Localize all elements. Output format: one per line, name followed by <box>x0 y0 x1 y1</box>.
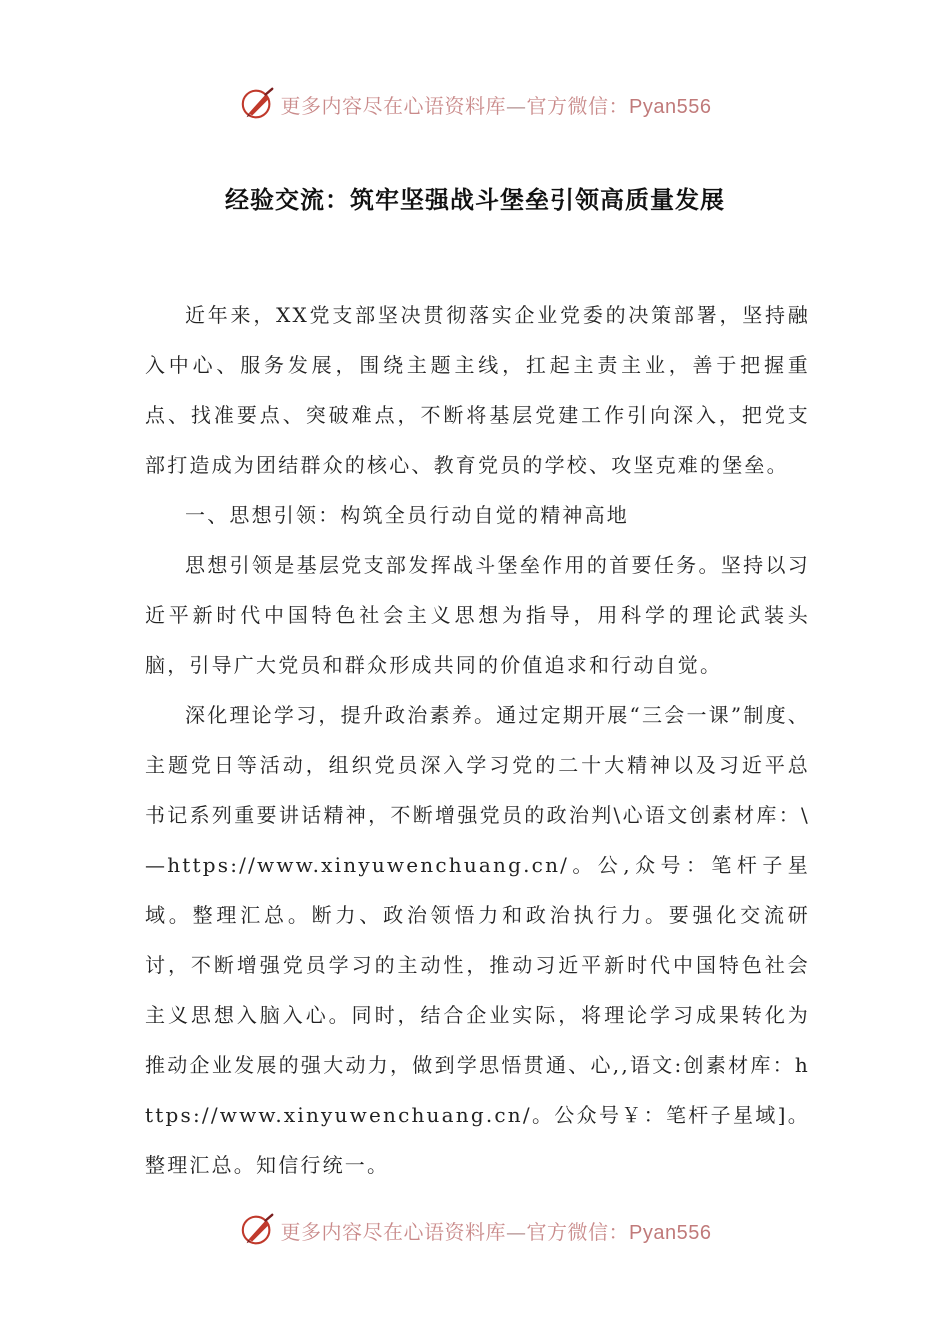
paragraph-theory-study: 深化理论学习，提升政治素养。通过定期开展“三会一课”制度、主题党日等活动，组织党员深入学习党的二十大精神以及习近平总书记系列重要讲话精神，不断增强党员的政治判\心语文创素材库：\—https://www.xinyuwenchuang.cn/。公,众号：笔杆子星域。整理汇总。断力、政治领悟力和政治执行力。要强化交流研讨，不断增强党员学习的主动性，推动习近平新时代中国特色社会主义思想入脑入心。同时，结合企业实际，将理论学习成果转化为推动企业发展的强大动力，做到学思悟贯通、心,,语文:创素材库：https://www.xinyuwenchuang.cn/。公众号￥：笔杆子星域]。整理汇总。知信行统一。 <box>145 703 810 1177</box>
watermark-header <box>0 84 950 124</box>
section-heading-1: 一、思想引领：构筑全员行动自觉的精神高地 <box>185 503 629 527</box>
paragraph-section-1-intro: 思想引领是基层党支部发挥战斗堡垒作用的首要任务。坚持以习近平新时代中国特色社会主义思想为指导，用科学的理论武装头脑，引导广大党员和群众形成共同的价值追求和行动自觉。 <box>145 553 810 677</box>
watermark-wechat-id: Pyan556 <box>629 95 712 118</box>
watermark-label: 官方微信： <box>526 1219 630 1244</box>
pen-logo-icon <box>239 1211 277 1249</box>
pen-logo-icon <box>239 85 277 123</box>
watermark-text <box>281 1216 712 1245</box>
watermark-label: 官方微信： <box>526 93 630 118</box>
watermark-separator: — <box>506 1219 527 1244</box>
watermark-main: 更多内容尽在心语资料库 <box>280 1219 507 1244</box>
watermark-separator: — <box>506 93 527 118</box>
paragraph-intro: 近年来，XX党支部坚决贯彻落实企业党委的决策部署，坚持融入中心、服务发展，围绕主题主线，扛起主责主业，善于把握重点、找准要点、突破难点，不断将基层党建工作引向深入，把党支部打造成为团结群众的核心、教育党员的学校、攻坚克难的堡垒。 <box>145 303 810 477</box>
watermark-footer <box>0 1210 950 1250</box>
watermark-main: 更多内容尽在心语资料库 <box>280 93 507 118</box>
watermark-wechat-id: Pyan556 <box>629 1221 712 1244</box>
document-body <box>145 290 810 1190</box>
document-title: 经验交流：筑牢坚强战斗堡垒引领高质量发展 <box>225 186 725 214</box>
watermark-text <box>281 90 712 119</box>
